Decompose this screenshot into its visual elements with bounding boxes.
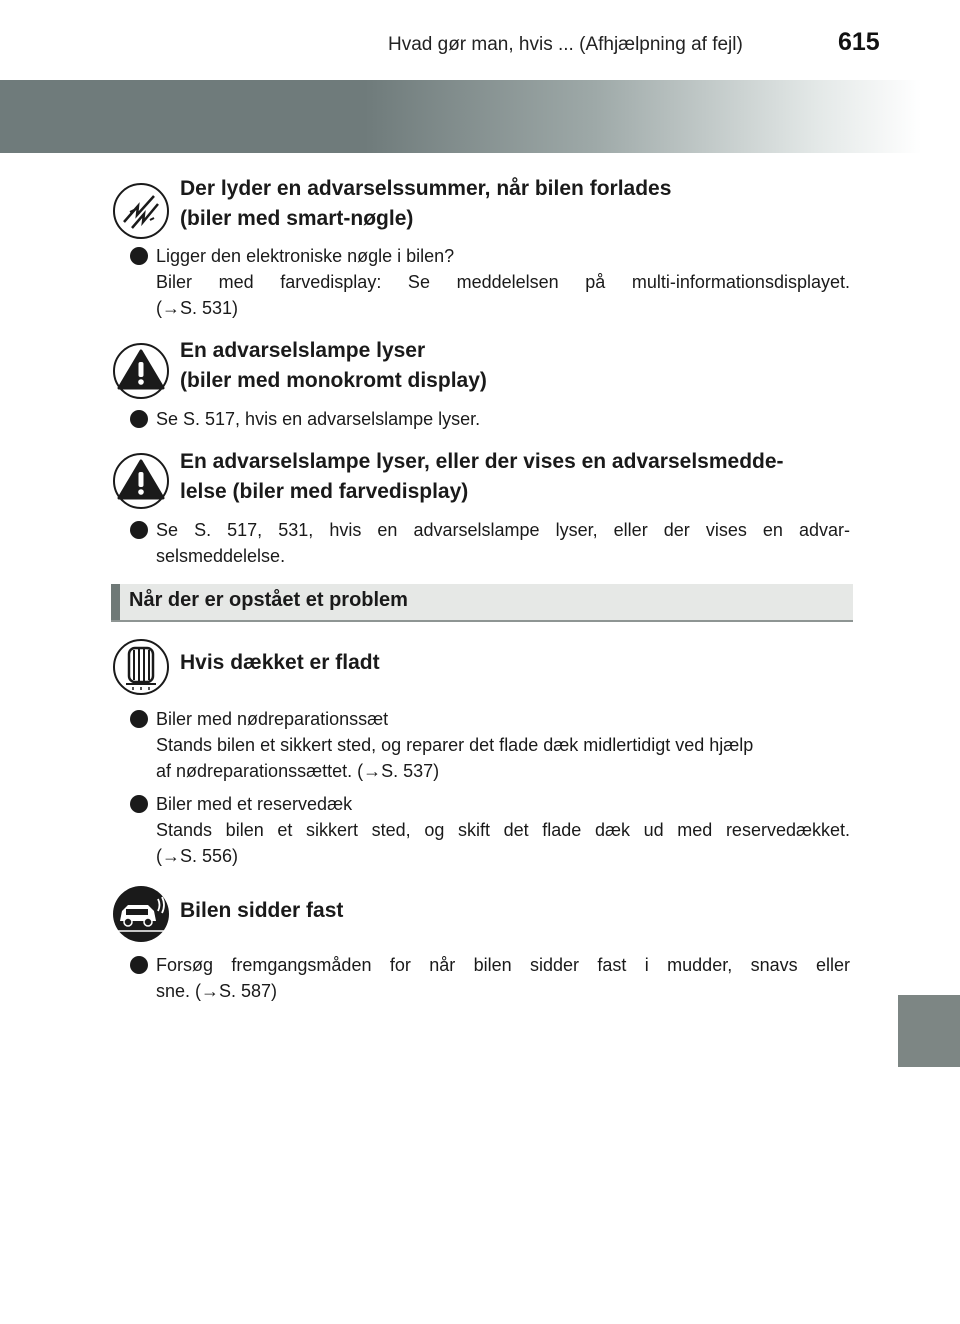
section-accent (111, 584, 120, 620)
stuck-car-icon (112, 885, 170, 943)
warning-exclamation-icon (112, 452, 170, 510)
electric-spark-icon (112, 182, 170, 240)
bullet-point (130, 956, 148, 974)
page-number: 615 (838, 28, 880, 56)
warning-exclamation-icon (112, 342, 170, 400)
paragraph: Ligger den elektroniske nøgle i bilen? Biler med farvedisplay: Se meddelelsen på multi-informationsdisplayet. (→S. 531) (156, 246, 850, 318)
section-title-bar (111, 584, 853, 622)
paragraph: Biler med nødreparationssæt Stands bilen et sikkert sted, og reparer det flade dæk midlertidigt ved hjælp af nødreparationssættet. (→S. 537) (156, 709, 754, 781)
chapter-title: Hvad gør man, hvis ... (Afhjælpning af fejl) (388, 34, 743, 55)
section-heading: En advarselslampe lyser (biler med monokromt display) (180, 339, 487, 392)
flat-tire-icon (112, 638, 170, 696)
problem-heading: Bilen sidder fast (180, 899, 344, 922)
section-heading: Der lyder en advarselssummer, når bilen forlades (biler med smart-nøgle) (180, 177, 672, 230)
chapter-side-tab (898, 995, 960, 1067)
bullet-point (130, 521, 148, 539)
problem-heading: Hvis dækket er fladt (180, 651, 380, 674)
section-heading: En advarselslampe lyser, eller der vises en advarselsmedde- lelse (biler med farvedisplay) (180, 450, 784, 503)
bullet-point (130, 247, 148, 265)
paragraph: Forsøg fremgangsmåden for når bilen sidder fast i mudder, snavs eller sne. (→S. 587) (156, 955, 850, 1001)
paragraph: Biler med et reservedæk Stands bilen et sikkert sted, og skift det flade dæk ud med reservedækket. (→S. 556) (156, 794, 850, 866)
paragraph: Se S. 517, 531, hvis en advarselslampe lyser, eller der vises en advar- selsmeddelelse. (156, 520, 850, 566)
paragraph: Se S. 517, hvis en advarselslampe lyser. (156, 409, 481, 429)
bullet-point (130, 710, 148, 728)
bullet-point (130, 795, 148, 813)
section-title: Når der er opstået et problem (129, 589, 408, 611)
bullet-point (130, 410, 148, 428)
header-banner (0, 80, 960, 153)
